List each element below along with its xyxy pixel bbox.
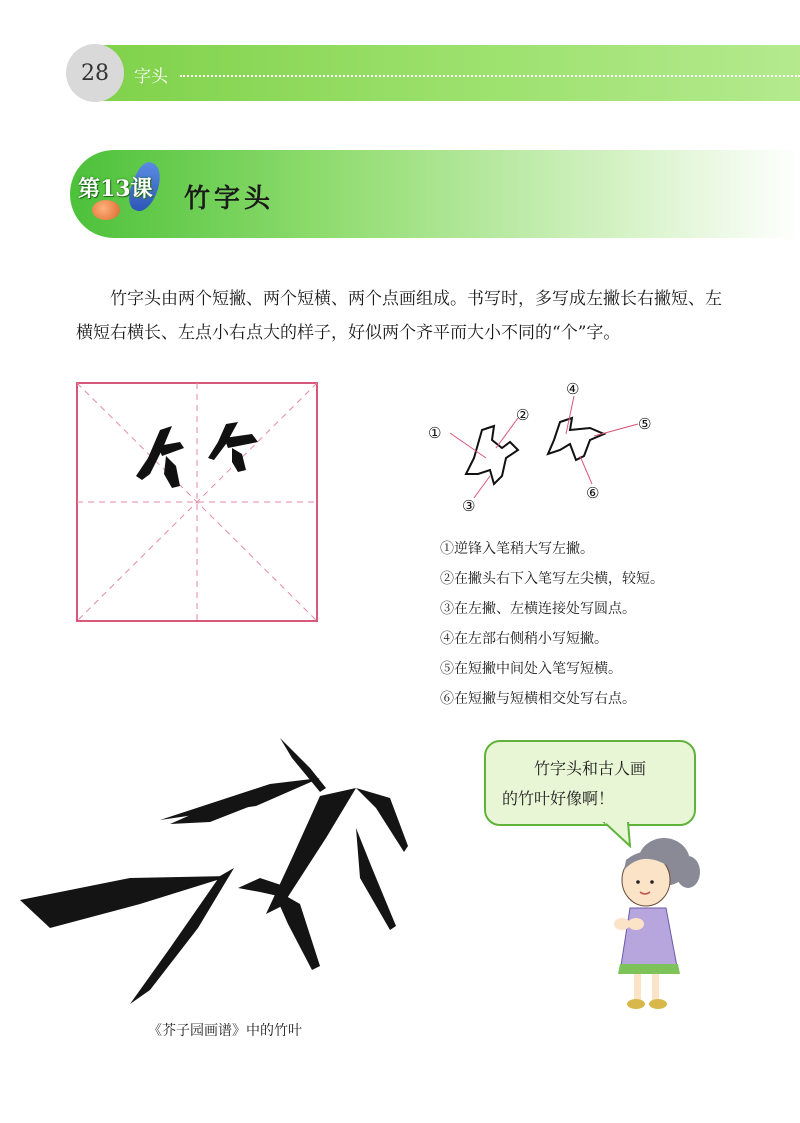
bamboo-caption: 《芥子园画谱》中的竹叶 [148,1023,302,1039]
step-item: ②在撇头右下入笔写左尖横，较短。 [440,571,664,587]
cartoon-girl-illustration [596,832,706,1022]
header-dotted-line [180,75,800,77]
step-item: ⑥在短撇与短横相交处写右点。 [440,691,636,707]
lesson-title: 竹字头 [184,184,275,214]
bubble-line-2: 的竹叶好像啊！ [502,789,615,808]
lesson-number: 第13课 [78,176,153,202]
bamboo-leaves-painting [20,728,440,1028]
step-item: ⑤在短撇中间处入笔写短横。 [440,661,622,677]
calligraphy-practice-grid [76,382,318,622]
intro-paragraph: 竹字头由两个短撇、两个短横、两个点画组成。书写时，多写成左撇长右撇短、左横短右横长、左点小右点大的样子，好似两个齐平而大小不同的“个”字。 [76,289,722,343]
marker-3: ③ [462,497,476,515]
header-bar [88,45,800,101]
marker-6: ⑥ [586,484,600,502]
stroke-steps-list [440,534,780,714]
step-item: ③在左撇、左横连接处写圆点。 [440,601,636,617]
ink-drop-icon [92,200,120,220]
marker-5: ⑤ [638,415,652,433]
page-number: 28 [66,44,124,102]
section-title: 字头 [134,67,168,87]
lesson-banner [70,150,800,238]
marker-2: ② [516,406,530,424]
step-item: ④在左部右侧稍小写短撇。 [440,631,608,647]
marker-1: ① [428,424,442,442]
step-item: ①逆锋入笔稍大写左撇。 [440,541,594,557]
bubble-line-1: 竹字头和古人画 [534,759,647,778]
stroke-order-diagram [420,378,660,518]
speech-bubble [484,740,696,826]
marker-4: ④ [566,380,580,398]
